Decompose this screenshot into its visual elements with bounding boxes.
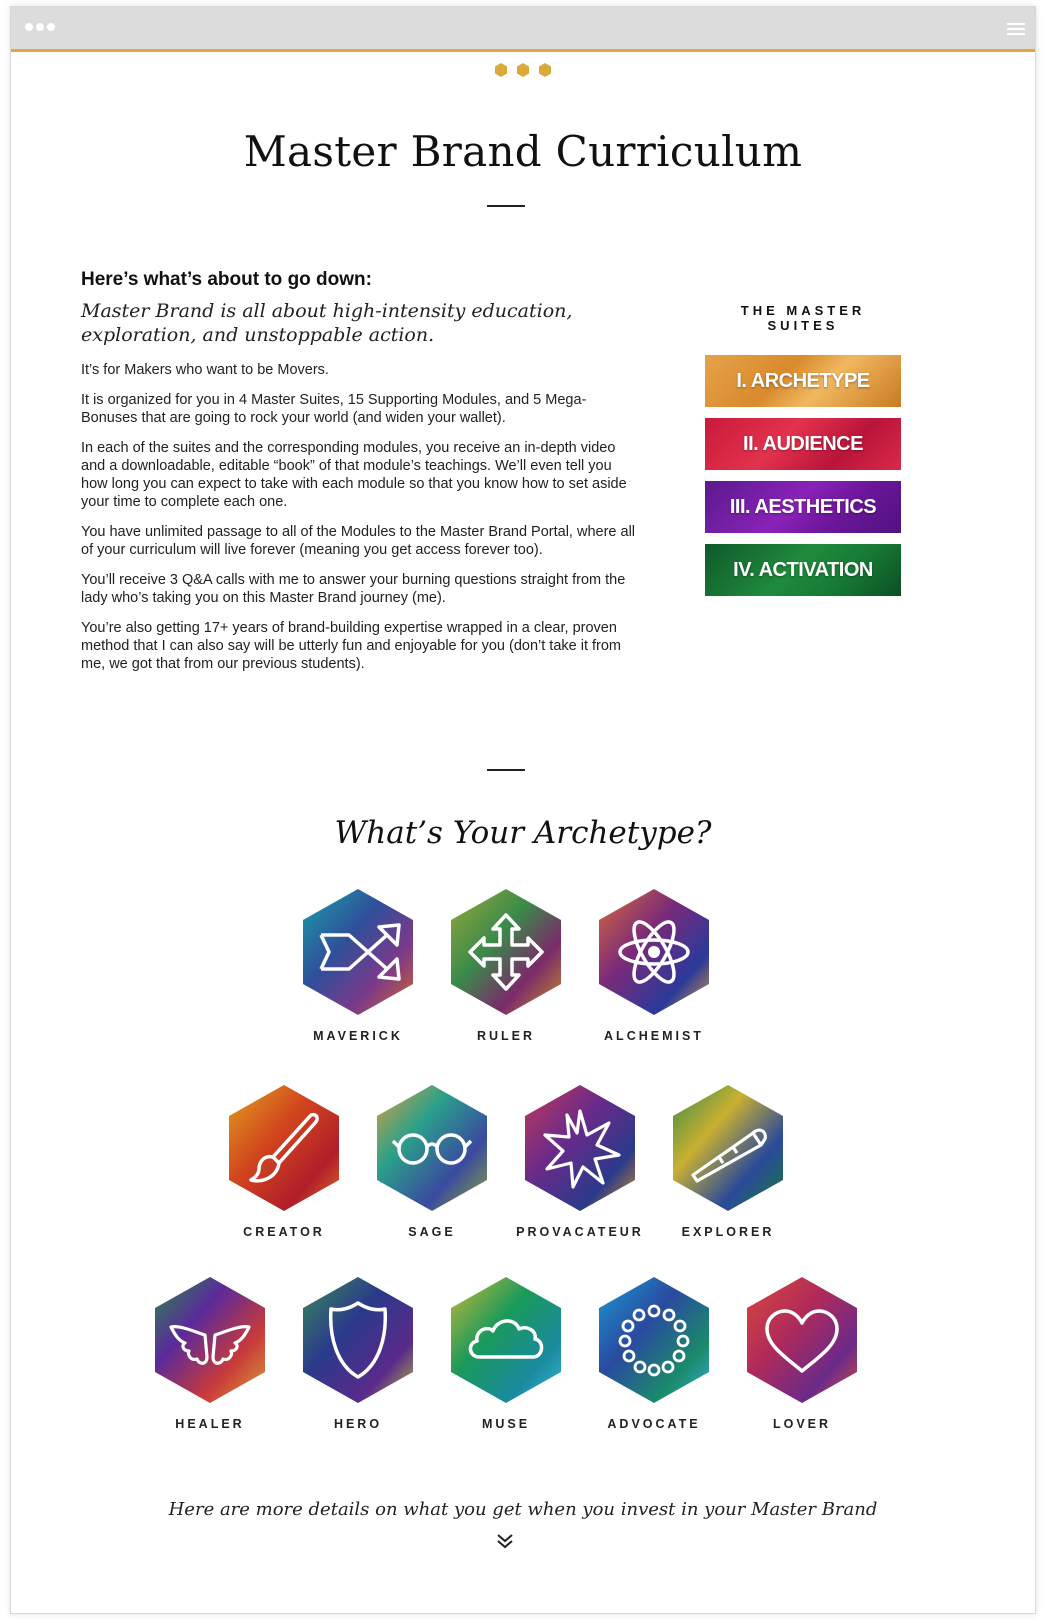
- intro-heading: Here’s what’s about to go down:: [81, 269, 372, 290]
- shield-icon: [301, 1275, 415, 1405]
- intro-paragraph: You have unlimited passage to all of the Modules to the Master Brand Portal, where all of your curriculum will live forever (meaning you get access forever too).: [81, 524, 636, 558]
- atom-icon: [597, 887, 711, 1017]
- archetype-hero[interactable]: [293, 1275, 423, 1431]
- intro-paragraph: You’re also getting 17+ years of brand-building expertise wrapped in a clear, proven method that I can also say will be utterly fun and enjoyable for you (don’t take it from me, we got that from our previous students).: [81, 620, 622, 672]
- divider: [487, 769, 525, 771]
- archetype-explorer[interactable]: [663, 1083, 793, 1239]
- archetype-lover[interactable]: [737, 1275, 867, 1431]
- gold-hex-ornament: [11, 63, 1035, 77]
- archetype-label: RULER: [476, 1029, 536, 1043]
- archetype-label: HEALER: [175, 1417, 245, 1431]
- archetype-advocate[interactable]: [589, 1275, 719, 1431]
- browser-frame: [10, 6, 1036, 1614]
- browser-topbar: [11, 7, 1035, 52]
- archetype-label: LOVER: [772, 1417, 832, 1431]
- archetype-label: SAGE: [408, 1225, 456, 1239]
- archetype-provacateur[interactable]: [515, 1083, 645, 1239]
- page-title: Master Brand Curriculum: [243, 127, 803, 176]
- archetype-ruler[interactable]: [441, 887, 571, 1043]
- arrows-icon: [301, 887, 415, 1017]
- intro-section: [81, 269, 641, 685]
- archetype-muse[interactable]: [441, 1275, 571, 1431]
- archetype-label: EXPLORER: [681, 1225, 775, 1239]
- archetype-label: ALCHEMIST: [604, 1029, 704, 1043]
- intro-paragraph: You’ll receive 3 Q&A calls with me to answer your burning questions straight from the lady who’s taking you on this Master Brand journey (me).: [81, 572, 626, 606]
- suite-audience-button[interactable]: II. AUDIENCE: [705, 418, 901, 470]
- starburst-icon: [523, 1083, 637, 1213]
- divider: [487, 205, 525, 207]
- archetype-maverick[interactable]: [293, 887, 423, 1043]
- suite-activation-button[interactable]: IV. ACTIVATION: [705, 544, 901, 596]
- cross-arrows-icon: [449, 887, 563, 1017]
- suite-archetype-button[interactable]: I. ARCHETYPE: [705, 355, 901, 407]
- archetype-alchemist[interactable]: [589, 887, 719, 1043]
- more-details-text: Here are more details on what you get when you invest in your Master Brand: [168, 1499, 878, 1520]
- circle-of-dots-icon: [597, 1275, 711, 1405]
- archetype-label: ADVOCATE: [607, 1417, 701, 1431]
- archetype-label: PROVACATEUR: [516, 1225, 644, 1239]
- suite-aesthetics-button[interactable]: III. AESTHETICS: [705, 481, 901, 533]
- archetype-title: What’s Your Archetype?: [334, 815, 712, 851]
- intro-paragraph: It is organized for you in 4 Master Suites, 15 Supporting Modules, and 5 Mega-Bonuses that are going to rock your world (and widen your wallet).: [81, 392, 587, 426]
- archetype-healer[interactable]: [145, 1275, 275, 1431]
- intro-paragraph: It’s for Makers who want to be Movers.: [81, 362, 329, 378]
- intro-lead: Master Brand is all about high-intensity education, exploration, and unstoppable action.: [81, 300, 573, 346]
- menu-icon[interactable]: [1007, 23, 1025, 35]
- archetype-creator[interactable]: [219, 1083, 349, 1239]
- paintbrush-icon: [227, 1083, 341, 1213]
- archetype-label: HERO: [333, 1417, 383, 1431]
- heart-icon: [745, 1275, 859, 1405]
- telescope-icon: [671, 1083, 785, 1213]
- master-suites: [705, 303, 901, 607]
- intro-paragraph: In each of the suites and the corresponding modules, you receive an in-depth video and a downloadable, editable “book” of that module’s teachings. We’ll even tell you how long you can expect to take with each module so that you know how to set aside your time to complete each one.: [81, 440, 627, 510]
- archetype-sage[interactable]: [367, 1083, 497, 1239]
- glasses-icon: [375, 1083, 489, 1213]
- chevron-down-icon[interactable]: [495, 1533, 515, 1549]
- archetype-label: MUSE: [481, 1417, 531, 1431]
- window-dots: [25, 23, 55, 31]
- wings-icon: [153, 1275, 267, 1405]
- archetype-label: CREATOR: [243, 1225, 325, 1239]
- suites-heading: THE MASTER SUITES: [740, 303, 866, 333]
- cloud-icon: [449, 1275, 563, 1405]
- archetype-label: MAVERICK: [313, 1029, 403, 1043]
